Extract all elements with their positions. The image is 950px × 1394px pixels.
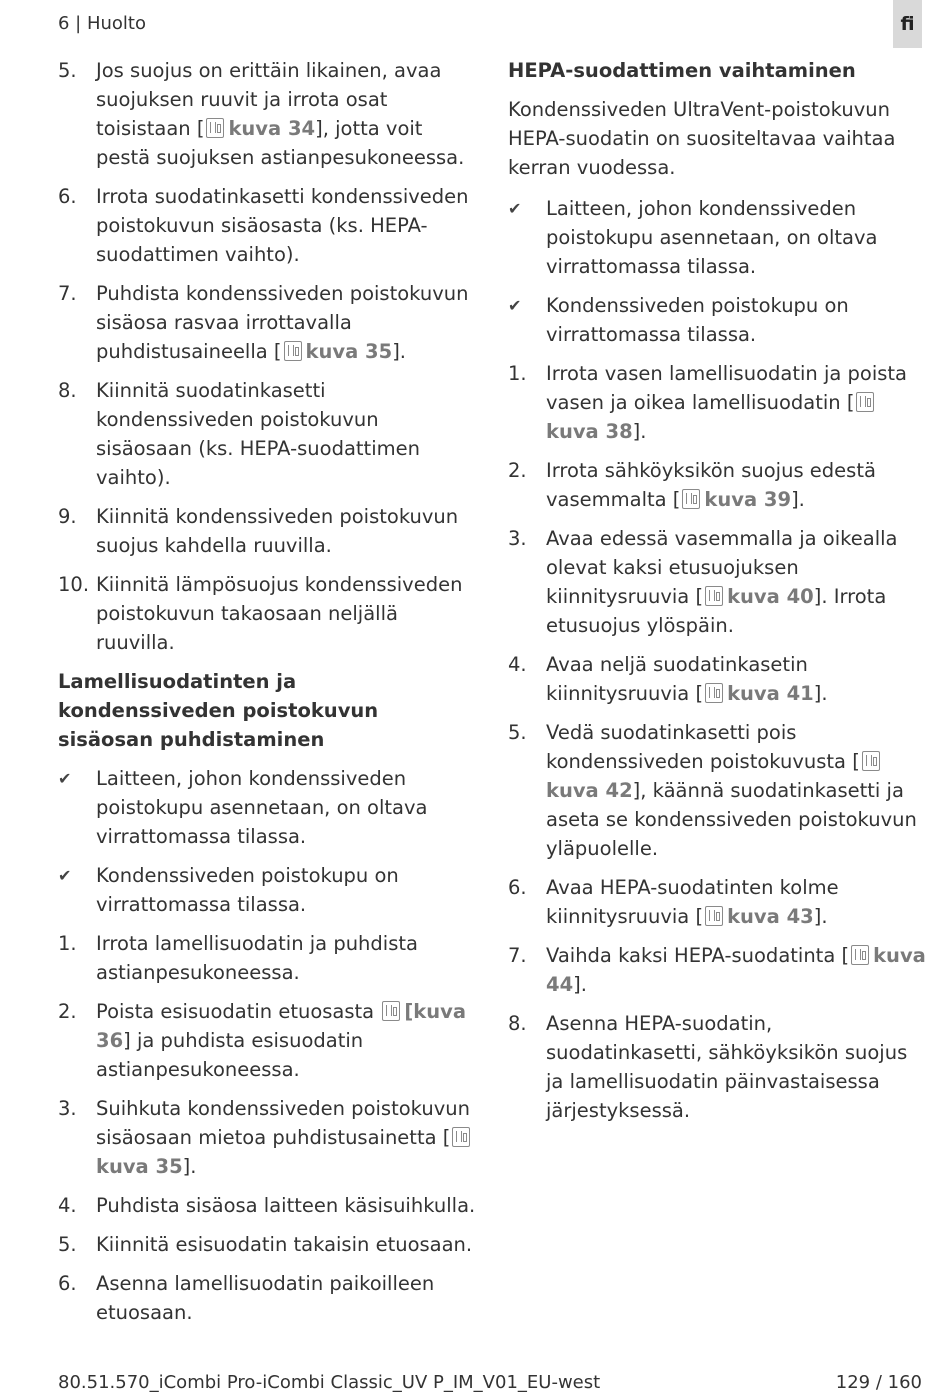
figure-reference-icon <box>862 751 880 771</box>
step-item <box>58 570 478 657</box>
step-item <box>58 279 478 366</box>
prerequisite-item <box>508 291 928 349</box>
step-number: 6. <box>58 1272 77 1295</box>
step-item <box>58 1269 478 1327</box>
step-text: Puhdista sisäosa laitteen käsisuihkulla. <box>96 1194 476 1217</box>
prerequisite-list <box>508 194 928 349</box>
step-text-after-ref: ]. Irrota etusuojus ylöspäin. <box>546 585 887 637</box>
step-text-before-ref: Vedä suodatinkasetti pois kondenssiveden poistokuvusta [ <box>546 721 860 773</box>
step-number: 4. <box>508 653 527 676</box>
intro-paragraph: Kondenssiveden UltraVent-poistokuvun HEPA-suodatin on suositeltavaa vaihtaa kerran vuodessa. <box>508 98 896 179</box>
step-number: 3. <box>58 1097 77 1120</box>
section-heading: HEPA-suodattimen vaihtaminen <box>508 59 856 82</box>
page-header: 6 | Huolto <box>58 13 146 34</box>
check-icon: ✔ <box>58 769 72 788</box>
prerequisite-list <box>58 764 478 919</box>
step-number: 7. <box>508 944 527 967</box>
step-item <box>58 1230 478 1259</box>
figure-reference-link[interactable]: kuva 34 <box>228 117 316 140</box>
step-number: 1. <box>508 362 527 385</box>
step-number: 5. <box>58 59 77 82</box>
step-text-after-ref: ]. <box>813 682 828 705</box>
step-text-after-ref: ]. <box>813 905 828 928</box>
step-number: 8. <box>58 379 77 402</box>
document-id: 80.51.570_iCombi Pro-iCombi Classic_UV P_IM_V01_EU-west <box>58 1372 601 1393</box>
figure-reference-link[interactable]: kuva 44 <box>546 944 926 996</box>
step-number: 1. <box>58 932 77 955</box>
prerequisite-text: Laitteen, johon kondenssiveden poistokupu asennetaan, on oltava virrattomassa tilassa. <box>546 197 878 278</box>
figure-reference-link[interactable]: kuva 39 <box>704 488 792 511</box>
section-heading: Lamellisuodatinten ja kondenssiveden poistokuvun sisäosan puhdistaminen <box>58 670 379 751</box>
step-text-before-ref: Puhdista kondenssiveden poistokuvun sisäosa rasvaa irrottavalla puhdistusaineella [ <box>96 282 469 363</box>
step-number: 6. <box>508 876 527 899</box>
figure-reference-icon <box>851 945 869 965</box>
step-number: 6. <box>58 185 77 208</box>
step-text-after-ref: ]. <box>392 340 406 363</box>
step-item <box>508 873 928 931</box>
step-item <box>508 359 928 446</box>
step-text-before-ref: Avaa neljä suodatinkasetin kiinnitysruuvia [ <box>546 653 808 705</box>
prerequisite-item <box>508 194 928 281</box>
step-text-after-ref: ]. <box>632 420 647 443</box>
step-number: 2. <box>508 459 527 482</box>
figure-reference-link[interactable]: [kuva 36 <box>96 1000 466 1052</box>
step-number: 3. <box>508 527 527 550</box>
step-item <box>508 941 928 999</box>
step-text: Kiinnitä suodatinkasetti kondenssiveden poistokuvun sisäosaan (ks. HEPA-suodattimen vaihto). <box>96 379 420 489</box>
check-icon: ✔ <box>508 296 522 315</box>
step-text: Irrota suodatinkasetti kondenssiveden poistokuvun sisäosasta (ks. HEPA-suodattimen vaihto). <box>96 185 469 266</box>
step-text-after-ref: ], käännä suodatinkasetti ja aseta se kondenssiveden poistokuvun yläpuolelle. <box>546 779 917 860</box>
step-item <box>58 376 478 492</box>
figure-reference-link[interactable]: kuva 40 <box>727 585 814 608</box>
step-text-after-ref: ]. <box>182 1155 197 1178</box>
step-text-before-ref: Irrota vasen lamellisuodatin ja poista vasen ja oikea lamellisuodatin [ <box>546 362 907 414</box>
figure-reference-icon <box>705 906 723 926</box>
step-text: Kiinnitä esisuodatin takaisin etuosaan. <box>96 1233 473 1256</box>
step-text <box>96 1097 474 1178</box>
step-text-after-ref: ]. <box>573 973 587 996</box>
figure-reference-link[interactable]: kuva 41 <box>727 682 814 705</box>
left-column <box>58 56 478 1337</box>
step-text <box>546 721 917 860</box>
step-item <box>508 718 928 863</box>
step-number: 9. <box>58 505 77 528</box>
step-list <box>58 929 478 1327</box>
step-text-before-ref: Poista esisuodatin etuosasta <box>96 1000 381 1023</box>
step-text: Irrota lamellisuodatin ja puhdista astianpesukoneessa. <box>96 932 418 984</box>
page-number: 129 / 160 <box>835 1372 922 1393</box>
step-text-after-ref: ]. <box>791 488 805 511</box>
figure-reference-icon <box>206 118 224 138</box>
step-number: 5. <box>508 721 527 744</box>
step-text: Kiinnitä kondenssiveden poistokuvun suojus kahdella ruuvilla. <box>96 505 459 557</box>
step-text <box>96 59 464 169</box>
step-item <box>58 929 478 987</box>
step-list <box>508 359 928 1125</box>
step-number: 10. <box>58 573 90 596</box>
figure-reference-icon <box>856 392 874 412</box>
step-number: 7. <box>58 282 77 305</box>
step-item <box>508 1009 928 1125</box>
step-text <box>546 527 898 637</box>
step-text <box>546 944 926 996</box>
figure-reference-link[interactable]: kuva 38 <box>546 420 633 443</box>
prerequisite-text: Laitteen, johon kondenssiveden poistokupu asennetaan, on oltava virrattomassa tilassa. <box>96 767 428 848</box>
step-item <box>58 1094 478 1181</box>
step-text <box>546 653 828 705</box>
prerequisite-text: Kondenssiveden poistokupu on virrattomassa tilassa. <box>546 294 849 346</box>
step-text <box>546 362 907 443</box>
step-list <box>58 56 478 657</box>
prerequisite-item <box>58 861 478 919</box>
step-text <box>96 1000 466 1081</box>
step-number: 2. <box>58 1000 77 1023</box>
step-text <box>546 459 876 511</box>
figure-reference-link[interactable]: kuva 35 <box>305 340 393 363</box>
language-tab: fi <box>893 0 922 48</box>
step-text-before-ref: Vaihda kaksi HEPA-suodatinta [ <box>546 944 850 967</box>
figure-reference-icon <box>705 683 723 703</box>
step-text-after-ref: ] ja puhdista esisuodatin astianpesukoneessa. <box>96 1029 364 1081</box>
step-text <box>546 876 839 928</box>
step-item <box>508 524 928 640</box>
check-icon: ✔ <box>508 199 522 218</box>
figure-reference-icon <box>284 341 302 361</box>
step-item <box>58 56 478 172</box>
step-item <box>58 997 478 1084</box>
step-item <box>58 502 478 560</box>
step-text <box>96 282 468 363</box>
step-text: Asenna lamellisuodatin paikoilleen etuosaan. <box>96 1272 435 1324</box>
step-text-after-ref: ], jotta voit pestä suojuksen astianpesukoneessa. <box>96 117 465 169</box>
right-column <box>508 56 928 1135</box>
step-text: Asenna HEPA-suodatin, suodatinkasetti, sähköyksikön suojus ja lamellisuodatin päinvastaisessa järjestyksessä. <box>546 1012 908 1122</box>
figure-reference-icon <box>705 586 723 606</box>
step-text-before-ref: Suihkuta kondenssiveden poistokuvun sisäosaan mietoa puhdistusainetta [ <box>96 1097 470 1149</box>
figure-reference-link[interactable]: kuva 42 <box>546 779 633 802</box>
step-text-before-ref: Avaa HEPA-suodatinten kolme kiinnitysruuvia [ <box>546 876 839 928</box>
step-number: 5. <box>58 1233 77 1256</box>
figure-reference-link[interactable]: kuva 43 <box>727 905 814 928</box>
step-text-before-ref: Irrota sähköyksikön suojus edestä vasemmalta [ <box>546 459 876 511</box>
step-number: 4. <box>58 1194 77 1217</box>
step-number: 8. <box>508 1012 527 1035</box>
figure-reference-icon <box>382 1001 400 1021</box>
step-text-before-ref: Jos suojus on erittäin likainen, avaa suojuksen ruuvit ja irrota osat toisistaan [ <box>96 59 442 140</box>
check-icon: ✔ <box>58 866 72 885</box>
figure-reference-icon <box>682 489 700 509</box>
step-text-before-ref: Avaa edessä vasemmalla ja oikealla olevat kaksi etusuojuksen kiinnitysruuvia [ <box>546 527 898 608</box>
prerequisite-text: Kondenssiveden poistokupu on virrattomassa tilassa. <box>96 864 399 916</box>
step-item <box>58 182 478 269</box>
prerequisite-item <box>58 764 478 851</box>
figure-reference-icon <box>452 1127 470 1147</box>
step-item <box>508 650 928 708</box>
step-text: Kiinnitä lämpösuojus kondenssiveden poistokuvun takaosaan neljällä ruuvilla. <box>96 573 463 654</box>
figure-reference-link[interactable]: kuva 35 <box>96 1155 183 1178</box>
step-item <box>508 456 928 514</box>
step-item <box>58 1191 478 1220</box>
